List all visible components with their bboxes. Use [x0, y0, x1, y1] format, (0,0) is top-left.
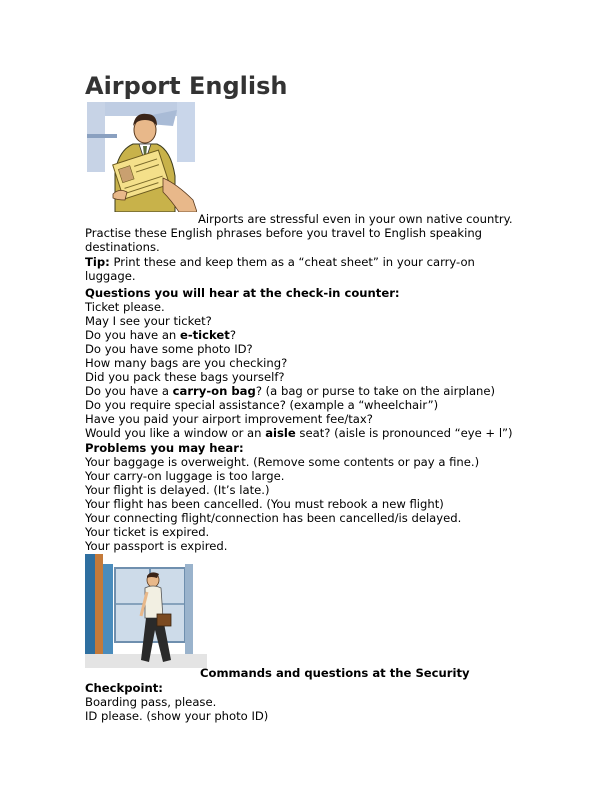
problem-item: Your flight has been cancelled. (You must rebook a new flight): [85, 497, 444, 511]
text-fragment: ?: [229, 328, 236, 342]
checkin-item: Do you have some photo ID?: [85, 342, 253, 356]
problem-item: Your passport is expired.: [85, 539, 228, 553]
problem-item: Your ticket is expired.: [85, 525, 210, 539]
page-title: Airport English: [85, 72, 288, 100]
text-fragment: Do you have a: [85, 384, 173, 398]
tip-label: Tip:: [85, 255, 110, 269]
text-fragment: seat? (aisle is pronounced “eye + l”): [295, 426, 513, 440]
checkin-item-eticket: [85, 328, 236, 342]
passport-illustration: [85, 100, 197, 212]
term-eticket: e-ticket: [179, 328, 230, 342]
checkin-item: Have you paid your airport improvement fee/tax?: [85, 412, 373, 426]
security-heading-line-1: Commands and questions at the Security: [200, 666, 470, 680]
traveler-illustration: [85, 554, 207, 668]
checkin-item: How many bags are you checking?: [85, 356, 288, 370]
checkin-item: May I see your ticket?: [85, 314, 212, 328]
term-carry-on-bag: carry-on bag: [172, 384, 256, 398]
checkin-item-carryon: [85, 384, 495, 398]
problem-item: Your baggage is overweight. (Remove some contents or pay a fine.): [85, 455, 480, 469]
term-aisle: aisle: [265, 426, 296, 440]
text-fragment: ? (a bag or purse to take on the airplane): [255, 384, 496, 398]
tip-line-2: luggage.: [85, 269, 136, 283]
text-fragment: Would you like a window or an: [85, 426, 266, 440]
checkin-item: Ticket please.: [85, 300, 165, 314]
intro-line-1: Airports are stressful even in your own native country.: [198, 212, 513, 226]
intro-line-3: destinations.: [85, 240, 160, 254]
problem-item: Your flight is delayed. (It’s late.): [85, 483, 270, 497]
problem-item: Your carry-on luggage is too large.: [85, 469, 285, 483]
intro-line-2: Practise these English phrases before you travel to English speaking: [85, 226, 483, 240]
checkin-item: Do you require special assistance? (example a “wheelchair”): [85, 398, 439, 412]
tip-text: Print these and keep them as a “cheat sheet” in your carry-on: [109, 255, 475, 269]
checkin-item-aisle: [85, 426, 513, 440]
checkin-item: Did you pack these bags yourself?: [85, 370, 285, 384]
tip-line-1: [85, 255, 475, 269]
security-item: Boarding pass, please.: [85, 695, 217, 709]
problem-item: Your connecting flight/connection has been cancelled/is delayed.: [85, 511, 462, 525]
text-fragment: Do you have an: [85, 328, 180, 342]
checkin-heading: Questions you will hear at the check-in counter:: [85, 286, 400, 300]
problems-heading: Problems you may hear:: [85, 441, 244, 455]
security-item: ID please. (show your photo ID): [85, 709, 269, 723]
security-heading-line-2: Checkpoint:: [85, 681, 163, 695]
